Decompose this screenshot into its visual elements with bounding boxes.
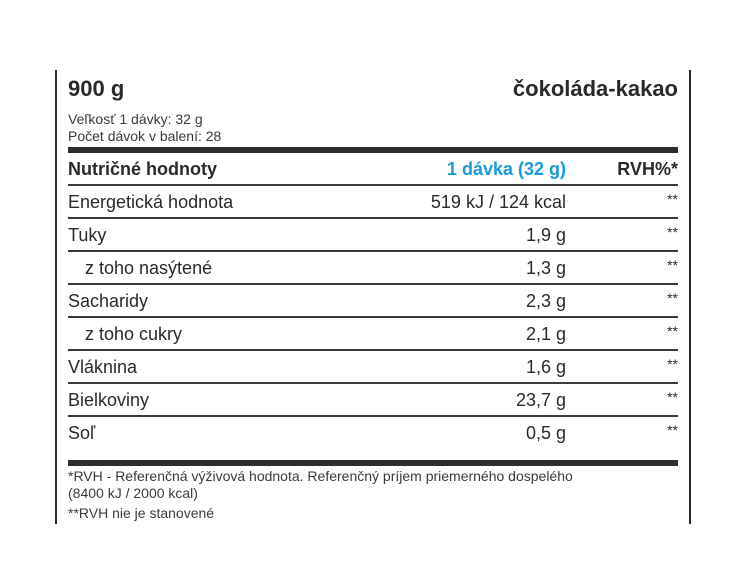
- label-header: [68, 76, 678, 106]
- rvh-footnote: [68, 468, 678, 502]
- nutrient-rvh: **: [667, 191, 678, 207]
- nutrient-name: Soľ: [68, 423, 96, 443]
- table-row: [68, 318, 678, 351]
- table-row: [68, 219, 678, 252]
- nutrient-name: Bielkoviny: [68, 390, 150, 410]
- nutrient-rvh: **: [667, 224, 678, 240]
- rvh-not-set-footnote: **RVH nie je stanovené: [68, 505, 215, 521]
- nutrient-value: 2,3 g: [525, 291, 566, 311]
- nutrient-rvh: **: [667, 422, 678, 438]
- nutrient-rvh: **: [667, 389, 678, 405]
- nutrient-rvh: **: [667, 290, 678, 306]
- nutrition-label: [55, 70, 691, 524]
- nutrient-name: Sacharidy: [68, 291, 149, 311]
- nutrient-value: 0,5 g: [525, 423, 566, 443]
- table-row: [68, 252, 678, 285]
- servings-per-pack: Počet dávok v balení: 28: [68, 128, 222, 144]
- column-rvh: RVH%*: [617, 159, 678, 179]
- product-flavor: čokoláda-kakao: [512, 76, 678, 101]
- table-row: [68, 417, 678, 450]
- table-row: [68, 285, 678, 318]
- nutrient-value: 1,3 g: [525, 258, 566, 278]
- table-row: [68, 186, 678, 219]
- nutrient-name: Tuky: [68, 225, 107, 245]
- nutrient-rvh: **: [667, 323, 678, 339]
- nutrient-name: Energetická hodnota: [68, 192, 234, 212]
- serving-size: Veľkosť 1 dávky: 32 g: [68, 111, 203, 127]
- nutrient-name: z toho nasýtené: [85, 258, 213, 278]
- table-row: [68, 351, 678, 384]
- nutrient-value: 519 kJ / 124 kcal: [430, 192, 566, 212]
- column-serving: 1 dávka (32 g): [446, 159, 566, 179]
- nutrient-name: z toho cukry: [85, 324, 183, 344]
- nutrient-name: Vláknina: [68, 357, 138, 377]
- product-weight: 900 g: [68, 76, 125, 101]
- rvh-footnote-line2: (8400 kJ / 2000 kcal): [68, 485, 198, 501]
- table-header-row: [68, 153, 678, 186]
- column-nutrients: Nutričné hodnoty: [68, 159, 217, 179]
- nutrient-value: 1,6 g: [525, 357, 566, 377]
- nutrient-rvh: **: [667, 356, 678, 372]
- nutrient-value: 23,7 g: [515, 390, 566, 410]
- nutrient-value: 2,1 g: [525, 324, 566, 344]
- rvh-footnote-line1: *RVH - Referenčná výživová hodnota. Referenčný príjem priemerného dospelého: [68, 468, 573, 484]
- footer-divider: [68, 460, 678, 466]
- table-row: [68, 384, 678, 417]
- nutrient-rvh: **: [667, 257, 678, 273]
- nutrient-value: 1,9 g: [525, 225, 566, 245]
